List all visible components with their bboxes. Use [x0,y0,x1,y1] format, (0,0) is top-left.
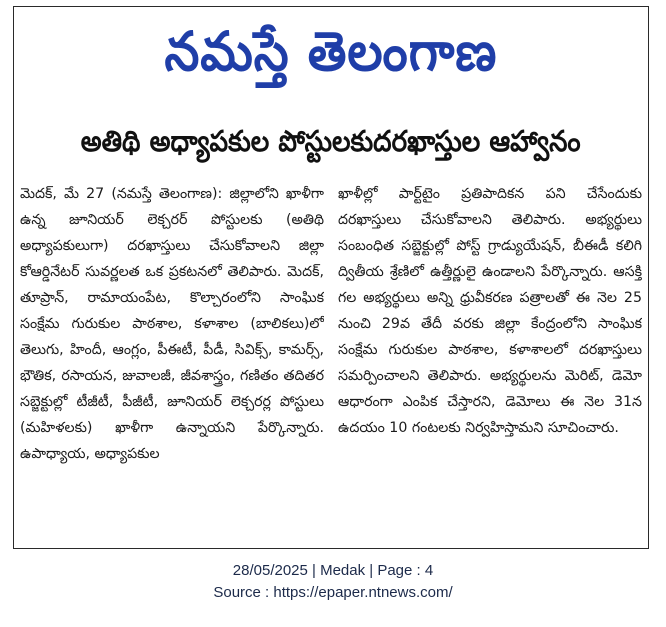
newspaper-clipping [13,6,649,549]
masthead [14,9,648,95]
article-headline [18,113,644,177]
article-column-right: ఖాళీల్లో పార్ట్‌టైం ప్రతిపాదికన పని చేసేందుకు దరఖాస్తులు చేసుకోవాలని తెలిపారు. అభ్యర్థులు సంబంధిత సబ్జెక్టుల్లో పోస్ట్ గ్రాడ్యుయేషన్, బీఈడీ కలిగి ద్వితీయ శ్రేణిలో ఉత్తీర్ణులై ఉండాలని పేర్కొన్నారు. ఆసక్తి గల అభ్యర్థులు అన్ని ధ్రువీకరణ పత్రాలతో ఈ నెల 25 నుంచి 29వ తేదీ వరకు జిల్లా కేంద్రంలోని సాంఘిక సంక్షేమ గురుకుల పాఠశాల, కళాశాలలో దరఖాస్తులు సమర్పించాలని తెలిపారు. అభ్యర్థులను మెరిట్, డెమో ఆధారంగా ఎంపిక చేస్తారని, డెమోలు ఈ నెల 31న ఉదయం 10 గంటలకు నిర్వహిస్తామని సూచించారు. [338,186,642,436]
article-column-left: మెదక్, మే 27 (నమస్తే తెలంగాణ): జిల్లాలోని ఖాళీగా ఉన్న జూనియర్ లెక్చరర్ పోస్టులకు (అతిథి అధ్యాపకులుగా) దరఖాస్తులు చేసుకోవాలని జిల్లా కోఆర్డినేటర్ సువర్ణలత ఒక ప్రకటనలో తెలిపారు. మెదక్, తూప్రాన్, రామాయంపేట, కొల్చారంలోని సాంఘిక సంక్షేమ గురుకుల పాఠశాల, కళాశాల (బాలికలు)లో తెలుగు, హిందీ, ఆంగ్లం, పీఈటీ, పీడీ, సివిక్స్, కామర్స్, భౌతిక, రసాయన, జువాలజీ, జీవశాస్త్రం, గణితం తదితర సబ్జెక్టుల్లో టీజీటీ, పీజీటీ, జూనియర్ లెక్చరర్ల పోస్టులు (మహిళలకు) ఖాళీగా ఉన్నాయని పేర్కొన్నారు. ఉపాధ్యాయ, అధ్యాపకుల [20,186,324,462]
masthead-logo: నమస్తే తెలంగాణ [164,20,498,83]
article-body [20,181,642,544]
clipping-footer [0,560,666,604]
headline-text: అతిథి అధ్యాపకుల పోస్టులకుదరఖాస్తుల ఆహ్వానం [81,124,581,158]
footer-source-line: Source : https://epaper.ntnews.com/ [213,584,453,601]
footer-date-line: 28/05/2025 | Medak | Page : 4 [232,562,434,579]
